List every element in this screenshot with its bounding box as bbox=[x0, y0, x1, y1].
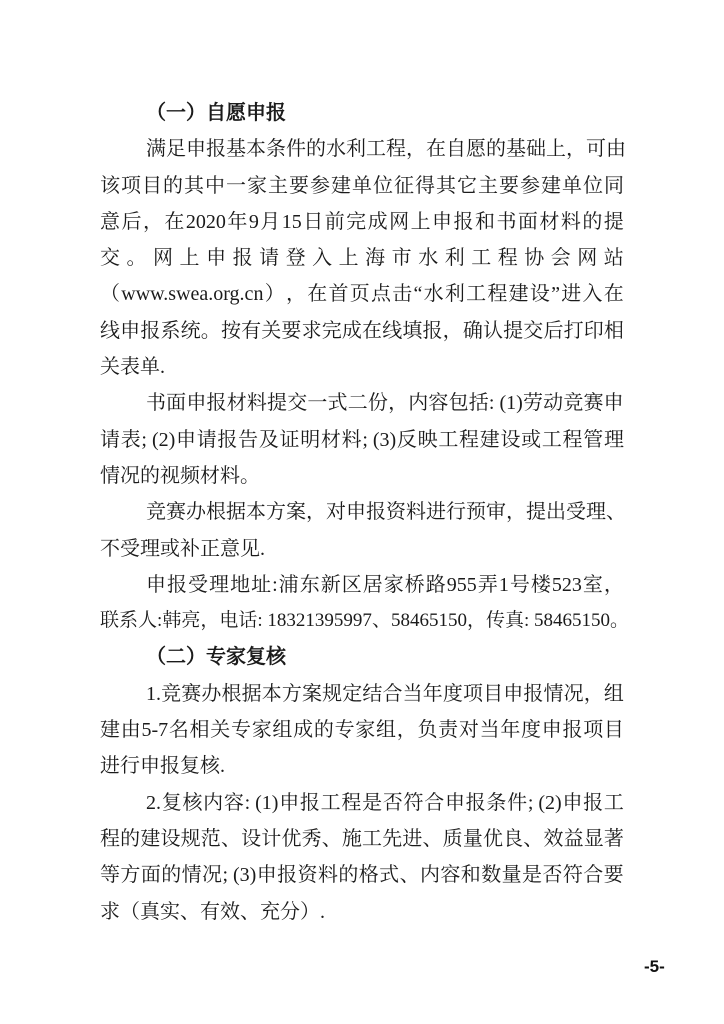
text-line: 书 面 申 报 材 料 提 交 一 式 二 份 ， 内 容 包 括 : (1) 劳 动 竞 赛 申 bbox=[146, 392, 624, 415]
text-line: 情况的视频材料。 bbox=[100, 464, 260, 487]
text-line: 建 由 5-7 名 相 关 专 家 组 成 的 专 家 组 ， 负 责 对 当 年 度 申 报 项 目 bbox=[100, 719, 624, 742]
text-line: 请 表 ; (2) 申 请 报 告 及 证 明 材 料 ; (3) 反 映 工 程 建 设 或 工 程 管 理 bbox=[100, 428, 624, 451]
text-line: 满 足 申 报 基 本 条 件 的 水 利 工 程 ， 在 自 愿 的 基 础 上 ， 可 由 bbox=[146, 138, 626, 161]
document-body bbox=[100, 95, 630, 930]
section-2-heading: （二）专家复核 bbox=[146, 646, 286, 669]
section-1-heading: （一）自愿申报 bbox=[146, 102, 286, 124]
website-url-line: （ www.swea.org.cn ） ， 在 首 页 点 击 “ 水 利 工 程 建 设 ” 进 入 在 bbox=[100, 283, 624, 306]
text-line: 进行申报复核. bbox=[100, 755, 225, 778]
text-line: 意 后 ， 在 2020 年 9 月 15 日 前 完 成 网 上 申 报 和 书 面 材 料 的 提 bbox=[100, 210, 624, 233]
text-line: 竞 赛 办 根 据 本 方 案 ， 对 申 报 资 料 进 行 预 审 ， 提 出 受 理 、 bbox=[146, 501, 626, 524]
text-line: 等 方 面 的 情 况 ; (3) 申 报 资 料 的 格 式 、 内 容 和 数 量 是 否 符 合 要 bbox=[100, 864, 624, 887]
text-line: 2. 复 核 内 容 : (1) 申 报 工 程 是 否 符 合 申 报 条 件 ; (2) 申 报 工 bbox=[146, 791, 624, 814]
contact-address-line: 申 报 受 理 地 址 : 浦 东 新 区 居 家 桥 路 955 弄 1 号 楼 523 室 ， bbox=[146, 573, 624, 596]
text-line: 关表单. bbox=[100, 356, 165, 379]
text-line: 不受理或补正意见. bbox=[100, 537, 265, 560]
text-line: 1. 竞 赛 办 根 据 本 方 案 规 定 结 合 当 年 度 项 目 申 报 情 况 ， 组 bbox=[146, 682, 624, 705]
text-line: 交 。 网 上 申 报 请 登 入 上 海 市 水 利 工 程 协 会 网 站 bbox=[100, 247, 624, 270]
text-line: 程 的 建 设 规 范 、 设 计 优 秀 、 施 工 先 进 、 质 量 优 良 、 效 益 显 著 bbox=[100, 827, 624, 850]
text-line: 求（真实、有效、充分）. bbox=[100, 900, 325, 923]
contact-info-line: 联 系 人 : 韩 亮 ， 电 话 : 18321395997 、 58465150 ， 传 真 : 58465150 。 bbox=[100, 610, 630, 632]
text-line: 该 项 目 的 其 中 一 家 主 要 参 建 单 位 征 得 其 它 主 要 参 建 单 位 同 bbox=[100, 174, 624, 197]
text-line: 线 申 报 系 统 。 按 有 关 要 求 完 成 在 线 填 报 ， 确 认 提 交 后 打 印 相 bbox=[100, 319, 624, 342]
page-number: -5- bbox=[644, 957, 665, 976]
